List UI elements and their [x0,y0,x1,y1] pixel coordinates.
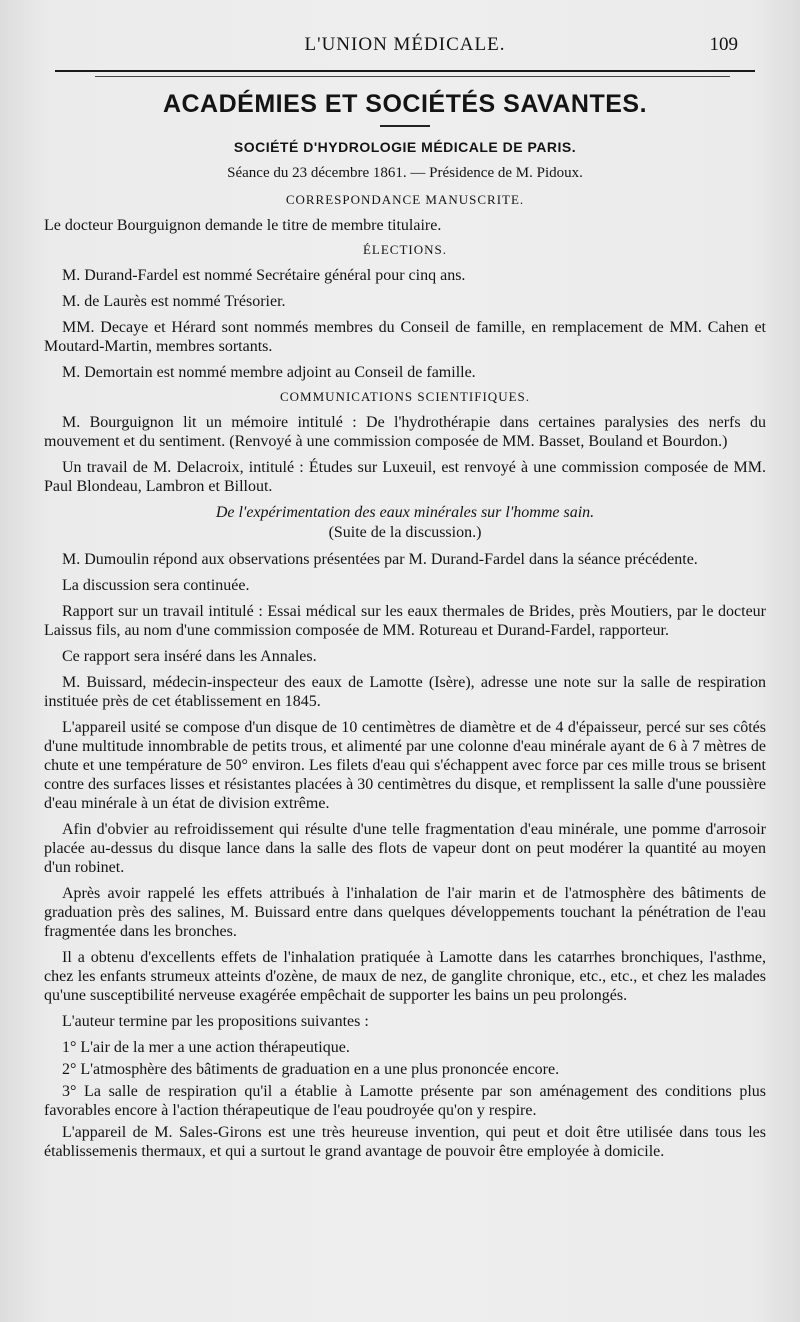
election-item: M. Demortain est nommé membre adjoint au Conseil de famille. [62,364,476,381]
paragraph: La discussion sera continuée. [62,577,250,594]
correspondance-text: Le docteur Bourguignon demande le titre de membre titulaire. [44,217,442,234]
communication-item: Un travail de M. Delacroix, intitulé : Études sur Luxeuil, est renvoyé à une commission composée de MM. Paul Blondeau, Lambron et Billout. [44,459,766,495]
title-divider [380,125,430,127]
paragraph: M. Buissard, médecin-inspecteur des eaux de Lamotte (Isère), adresse une note sur la salle de respiration instituée près de cet établissement en 1845. [44,674,766,710]
proposition-item: 2° L'atmosphère des bâtiments de graduation en a une plus prononcée encore. [62,1061,560,1078]
section-title: ACADÉMIES ET SOCIÉTÉS SAVANTES. [162,90,648,118]
election-item: MM. Decaye et Hérard sont nommés membres du Conseil de famille, en remplacement de MM. Cahen et Moutard-Martin, membres sortants. [44,319,766,355]
paragraph: Il a obtenu d'excellents effets de l'inhalation pratiquée à Lamotte dans les catarrhes bronchiques, l'asthme, chez les enfants strumeux atteints d'ozène, de maux de nez, de ganglite chronique, etc., etc., et chez les malades qu'une susceptibilité nerveuse exagérée empêchait de supporter les bains un peu prolongés. [44,949,766,1004]
society-title: SOCIÉTÉ D'HYDROLOGIE MÉDICALE DE PARIS. [233,139,577,155]
article-body [44,86,766,1168]
running-title: L'UNION MÉDICALE. [304,34,506,55]
page-number: 109 [709,34,738,55]
proposition-item: 1° L'air de la mer a une action thérapeutique. [62,1039,350,1056]
correspondance-heading: CORRESPONDANCE MANUSCRITE. [285,192,525,207]
paragraph: L'appareil usité se compose d'un disque de 10 centimètres de diamètre et de 4 d'épaisseur, percé sur ses côtés d'une multitude innombrable de petits trous, et alimenté par une colonne d'eau minérale ayant de 6 à 7 mètres de chute et une température de 50° environ. Les filets d'eau qui s'échappent avec force par ces mille trous se brisent contre des surfaces lisses et résistantes placées à 30 centimètres du disque, et remplissent la salle d'une poussière d'eau minérale à un état de division extrême. [44,719,766,812]
paragraph: Afin d'obvier au refroidissement qui résulte d'une telle fragmentation d'eau minérale, une pomme d'arrosoir placée au-dessus du disque lance dans la salle des flots de vapeur dont on peut modérer la quantité au moyen d'un robinet. [44,821,766,876]
page-header [60,30,750,60]
paragraph: Rapport sur un travail intitulé : Essai médical sur les eaux thermales de Brides, près Moutiers, par le docteur Laissus fils, au nom d'une commission composée de MM. Rotureau et Durand-Fardel, rapporteur. [44,603,766,639]
paragraph: M. Dumoulin répond aux observations présentées par M. Durand-Fardel dans la séance précédente. [62,551,698,568]
communications-heading: COMMUNICATIONS SCIENTIFIQUES. [279,389,530,404]
session-line: Séance du 23 décembre 1861. — Présidence de M. Pidoux. [227,165,583,181]
paragraph: L'auteur termine par les propositions suivantes : [62,1013,369,1030]
communication-item: M. Bourguignon lit un mémoire intitulé : De l'hydrothérapie dans certaines paralysies des nerfs du mouvement et du sentiment. (Renvoyé à une commission composée de MM. Basset, Bouland et Bourdon.) [44,414,766,450]
election-item: M. Durand-Fardel est nommé Secrétaire général pour cinq ans. [62,267,466,284]
closing-paragraph: L'appareil de M. Sales-Girons est une très heureuse invention, qui peut et doit être utilisée dans tous les établissemenis thermaux, et qui a surtout le grand avantage de pouvoir être employée à domicile. [44,1124,766,1160]
proposition-item: 3° La salle de respiration qu'il a établie à Lamotte présente par son aménagement des conditions plus favorables encore à l'action thérapeutique de l'eau poudroyée qu'on y respire. [44,1083,766,1119]
discussion-title: De l'expérimentation des eaux minérales sur l'homme sain. [215,504,595,521]
elections-heading: ÉLECTIONS. [362,242,448,257]
paragraph: Ce rapport sera inséré dans les Annales. [62,648,317,665]
header-rule-thin [95,76,730,77]
election-item: M. de Laurès est nommé Trésorier. [62,293,286,310]
header-rule [55,70,755,72]
propositions-list [44,1038,766,1120]
paragraph: Après avoir rappelé les effets attribués à l'inhalation de l'air marin et de l'atmosphère des bâtiments de graduation près des salines, M. Buissard entre dans quelques développements touchant la pénétration de l'eau fragmentée dans les bronches. [44,885,766,940]
discussion-suite: (Suite de la discussion.) [328,524,482,541]
